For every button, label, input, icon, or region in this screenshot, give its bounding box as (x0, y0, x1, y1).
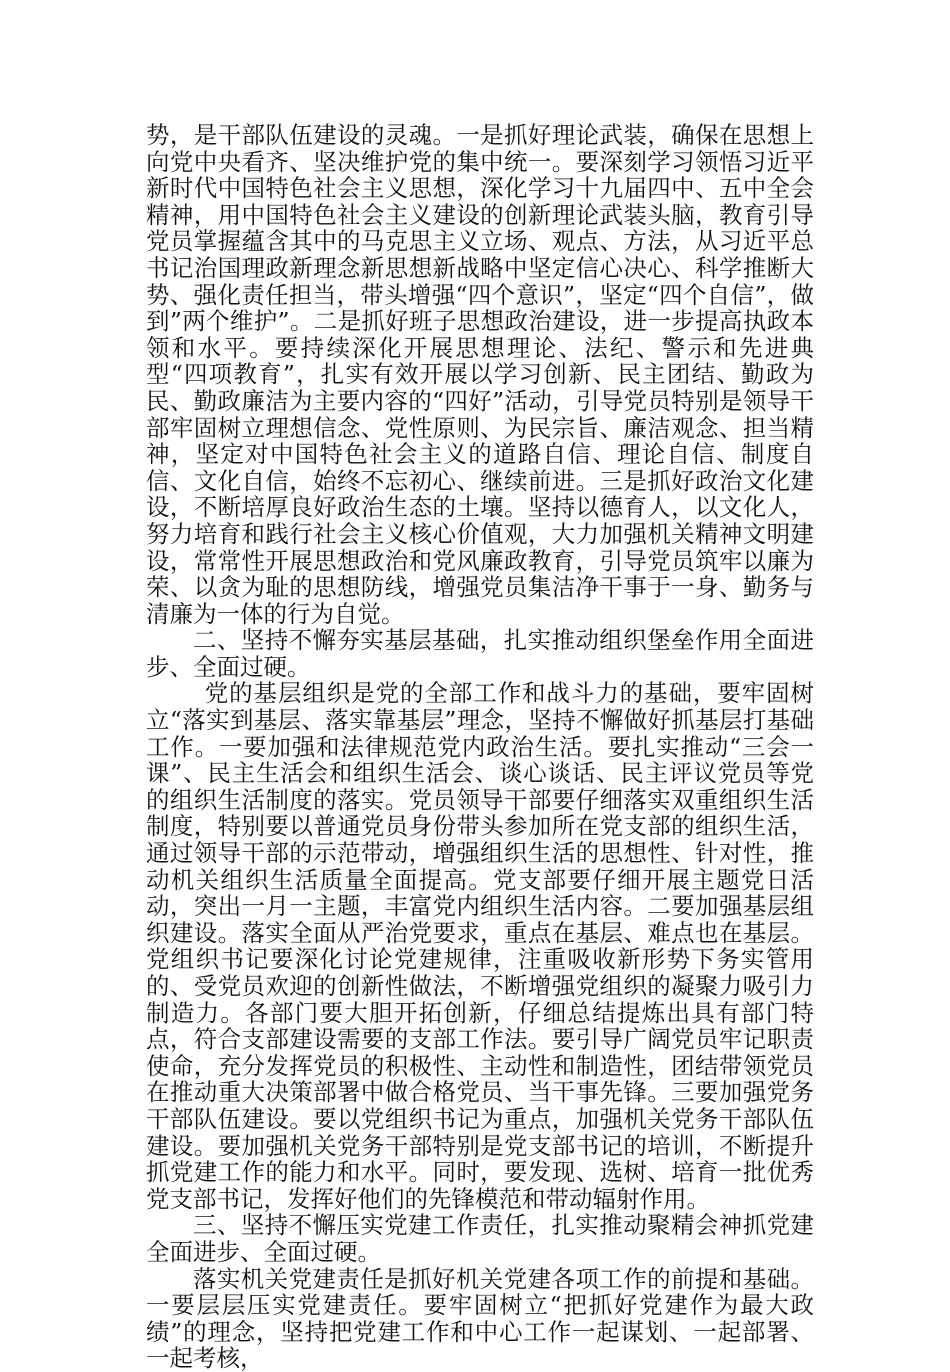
paragraph-section-2: 党的基层组织是党的全部工作和战斗力的基础，要牢固树立“落实到基层、落实靠基层”理念，坚持不懈做好抓基层打基础工作。一要加强和法律规范党内政治生活。要扎实推动“三会一课”、民主生活会和组织生活会、谈心谈话、民主评议党员等党的组织生活制度的落实。党员领导干部要仔细落实双重组织生活制度，特别要以普通党员身份带头参加所在党支部的组织生活，通过领导干部的示范带动，增强组织生活的思想性、针对性，推动机关组织生活质量全面提高。党支部要仔细开展主题党日活动，突出一月一主题，丰富党内组织生活内容。二要加强基层组织建设。落实全面从严治党要求，重点在基层、难点也在基层。党组织书记要深化讨论党建规律，注重吸收新形势下务实管用的、受党员欢迎的创新性做法，不断增强党组织的凝聚力吸引力制造力。各部门要大胆开拓创新，仔细总结提炼出具有部门特点，符合支部建设需要的支部工作法。要引导广阔党员牢记职责使命，充分发挥党员的积极性、主动性和制造性，团结带领党员在推动重大决策部署中做合格党员、当干事先锋。三要加强党务干部队伍建设。要以党组织书记为重点，加强机关党务干部队伍建设。要加强机关党务干部特别是党支部书记的培训，不断提升抓党建工作的能力和水平。同时，要发现、选树、培育一批优秀党支部书记，发挥好他们的先锋模范和带动辐射作用。 (146, 679, 814, 1213)
paragraph-section-3: 落实机关党建责任是抓好机关党建各项工作的前提和基础。一要层层压实党建责任。要牢固树立“把抓好党建作为最大政绩”的理念，坚持把党建工作和中心工作一起谋划、一起部署、一起考核， (146, 1264, 814, 1372)
section-heading-3: 三、坚持不懈压实党建工作责任，扎实推动聚精会神抓党建全面进步、全面过硬。 (146, 1211, 814, 1266)
paragraph-continuation: 势，是干部队伍建设的灵魂。一是抓好理论武装，确保在思想上向党中央看齐、坚决维护党的集中统一。要深刻学习领悟习近平新时代中国特色社会主义思想，深化学习十九届四中、五中全会精神，用中国特色社会主义建设的创新理论武装头脑，教育引导党员掌握蕴含其中的马克思主义立场、观点、方法，从习近平总书记治国理政新理念新思想新战略中坚定信心决心、科学推断大势、强化责任担当，带头增强“四个意识”，坚定“四个自信”，做到”两个维护”。二是抓好班子思想政治建设，进一步提高执政本领和水平。要持续深化开展思想理论、法纪、警示和先进典型“四项教育”，扎实有效开展以学习创新、民主团结、勤政为民、勤政廉洁为主要内容的“四好”活动，引导党员特别是领导干部牢固树立理想信念、党性原则、为民宗旨、廉洁观念、担当精神，坚定对中国特色社会主义的道路自信、理论自信、制度自信、文化自信，始终不忘初心、继续前进。三是抓好政治文化建设，不断培厚良好政治生态的土壤。坚持以德育人，以文化人，努力培育和践行社会主义核心价值观，大力加强机关精神文明建设，常常性开展思想政治和党风廉政教育，引导党员筑牢以廉为荣、以贪为耻的思想防线，增强党员集洁净干事于一身、勤务与清廉为一体的行为自觉。 (146, 121, 814, 628)
document-body (146, 122, 814, 1372)
section-heading-2: 二、坚持不懈夯实基层基础，扎实推动组织堡垒作用全面进步、全面过硬。 (146, 626, 814, 681)
